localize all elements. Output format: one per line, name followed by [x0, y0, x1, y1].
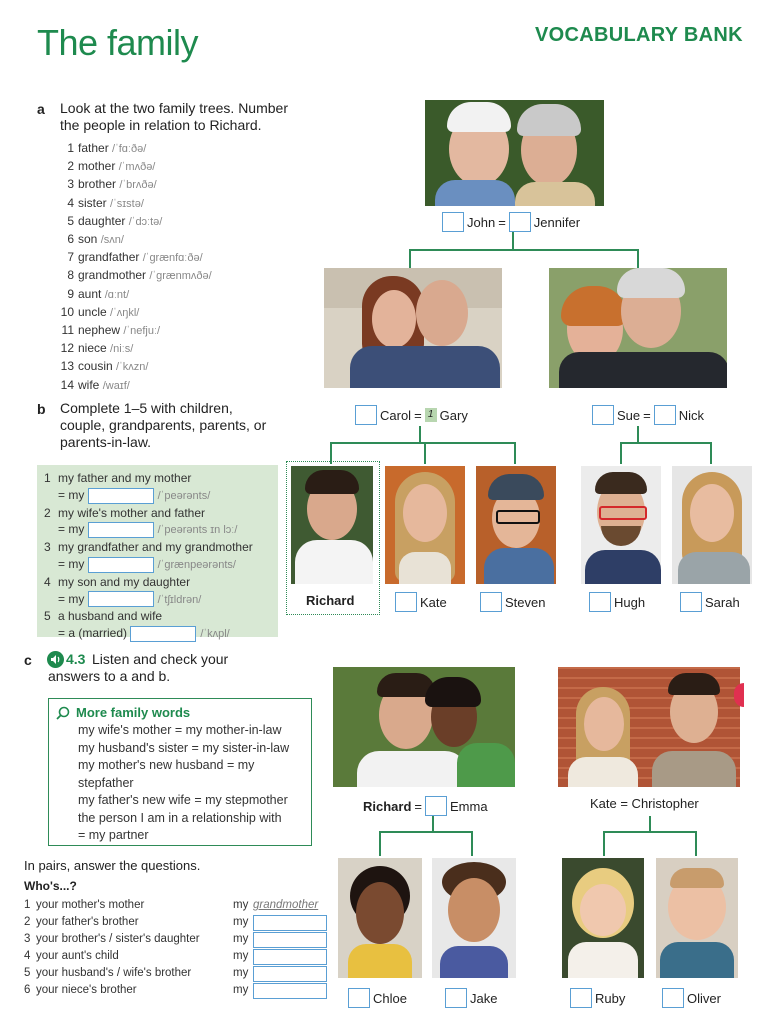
- word-term: father: [78, 141, 113, 155]
- word-pronunciation: /ˈnefjuː/: [123, 325, 161, 338]
- answer-input[interactable]: [253, 915, 327, 931]
- photo-john-jennifer: [425, 100, 604, 206]
- pairs-question: [24, 948, 334, 965]
- item-equals: = my: [58, 591, 88, 606]
- word-number: 12: [60, 341, 74, 356]
- word-list-item: [60, 213, 212, 231]
- audio-track: 4.3: [66, 651, 86, 667]
- word-number: 7: [67, 250, 74, 265]
- exercise-b-item: [44, 608, 253, 625]
- item-pronunciation: /ˈtʃɪldrən/: [157, 593, 202, 606]
- word-list-item: [60, 267, 212, 285]
- word-list-item: [60, 158, 212, 176]
- caption-steven: [480, 592, 545, 612]
- caption-kate: [395, 592, 447, 612]
- item-equals: = my: [58, 556, 88, 571]
- item-equals: = a (married): [58, 626, 131, 641]
- answer-box-carol[interactable]: [355, 405, 377, 425]
- word-pronunciation: /waɪf/: [102, 379, 130, 392]
- caption-carol-gary: [355, 405, 468, 425]
- word-term: wife: [78, 377, 103, 392]
- my-label: my: [233, 933, 249, 945]
- word-term: daughter: [78, 213, 129, 228]
- word-pronunciation: /ˈmʌðə/: [118, 161, 156, 174]
- word-pronunciation: /ˈsɪstə/: [110, 197, 144, 210]
- family-word-line: my father's new wife = my stepmother: [78, 793, 288, 807]
- word-number: 10: [60, 304, 74, 319]
- photo-hugh: [581, 466, 661, 584]
- name-jennifer: Jennifer: [533, 214, 581, 230]
- section-title: VOCABULARY BANK: [535, 24, 743, 46]
- word-pronunciation: /ˈɡrænmʌðə/: [149, 270, 212, 283]
- equals-sign: =: [498, 214, 506, 230]
- word-term: aunt: [78, 286, 105, 301]
- pairs-question-list: [24, 897, 334, 999]
- family-word-line: my mother's new husband = my: [78, 758, 255, 772]
- photo-jake: [432, 858, 516, 978]
- word-pronunciation: /ˈʌŋkl/: [110, 306, 140, 319]
- exercise-b-item: [44, 505, 253, 522]
- answer-box-hugh[interactable]: [589, 592, 611, 612]
- question-number: 5: [24, 967, 31, 979]
- word-term: cousin: [78, 359, 117, 374]
- caption-chloe: [348, 988, 407, 1008]
- item-number: 2: [44, 505, 51, 520]
- answer-box-steven[interactable]: [480, 592, 502, 612]
- word-list: [60, 140, 212, 395]
- name-richard-2: Richard: [363, 798, 412, 814]
- more-family-words-title: More family words: [76, 705, 191, 720]
- word-number: 9: [67, 286, 74, 301]
- caption-john-jennifer: [442, 212, 580, 232]
- question-text: your aunt's child: [36, 950, 119, 962]
- pairs-question: [24, 914, 334, 931]
- photo-kate: [385, 466, 465, 584]
- word-pronunciation: /ˈkʌzn/: [116, 361, 149, 374]
- word-number: 1: [67, 141, 74, 155]
- word-term: grandfather: [78, 250, 143, 265]
- name-steven: Steven: [505, 594, 546, 610]
- section-a-instruction: Look at the two family trees. Number the people in relation to Richard.: [60, 100, 288, 133]
- answer-box-chloe[interactable]: [348, 988, 370, 1008]
- item-prompt: my father and my mother: [58, 471, 192, 485]
- item-number: 5: [44, 609, 51, 624]
- caption-sarah: [680, 592, 740, 612]
- caption-hugh: [589, 592, 645, 612]
- question-number: 6: [24, 984, 31, 996]
- answer-input[interactable]: [130, 626, 196, 642]
- word-term: brother: [78, 177, 120, 192]
- my-label: my: [233, 950, 249, 962]
- word-term: grandmother: [78, 268, 150, 283]
- answer-box-sue[interactable]: [592, 405, 614, 425]
- question-text: your niece's brother: [36, 984, 137, 996]
- answer-box-emma[interactable]: [425, 796, 447, 816]
- item-pronunciation: /ˈɡrænpeərənts/: [157, 558, 236, 571]
- photo-richard: [291, 466, 373, 584]
- item-number: 4: [44, 574, 51, 589]
- word-number: 5: [67, 213, 74, 228]
- name-kate-christopher: Kate = Christopher: [590, 796, 699, 811]
- word-number: 11: [61, 323, 74, 338]
- answer-input[interactable]: [253, 932, 327, 948]
- word-list-item: [60, 249, 212, 267]
- item-prompt: my grandfather and my grandmother: [58, 540, 253, 555]
- family-word-line: stepfather: [78, 775, 134, 790]
- word-list-item: [60, 140, 212, 158]
- word-list-item: [60, 340, 212, 358]
- item-pronunciation: /ˈpeərənts/: [157, 489, 211, 502]
- word-list-item: [60, 304, 212, 322]
- exercise-b-item: [44, 574, 253, 591]
- word-term: uncle: [78, 304, 111, 319]
- equals-sign: =: [414, 798, 422, 814]
- page-title: The family: [37, 22, 199, 63]
- answer-input[interactable]: [253, 949, 327, 965]
- family-word-line: my husband's sister = my sister-in-law: [78, 740, 290, 755]
- name-carol: Carol: [380, 407, 412, 423]
- photo-carol-gary: [324, 268, 502, 388]
- equals-sign: =: [414, 407, 422, 423]
- photo-oliver: [656, 858, 738, 978]
- item-number: 1: [44, 471, 51, 485]
- item-equals: = my: [58, 522, 88, 537]
- name-richard: Richard: [306, 593, 355, 608]
- whos-label: Who's...?: [24, 879, 77, 893]
- section-a-letter: a: [37, 101, 45, 117]
- answer-box-jake[interactable]: [445, 988, 467, 1008]
- photo-sarah: [672, 466, 752, 584]
- item-pronunciation: /ˈpeərənts ɪn lɔː/: [157, 524, 238, 537]
- word-number: 4: [67, 195, 74, 210]
- my-label: my: [233, 899, 249, 911]
- word-term: sister: [78, 195, 111, 210]
- word-list-item: [60, 358, 212, 376]
- exercise-b-item: [44, 470, 253, 487]
- word-number: 13: [60, 359, 74, 374]
- equals-sign: =: [643, 407, 651, 423]
- photo-steven: [476, 466, 556, 584]
- section-c-letter: c: [24, 652, 32, 668]
- answer-input[interactable]: [88, 488, 154, 504]
- example-answer: grandmother: [253, 899, 319, 911]
- photo-richard-emma: [333, 667, 515, 787]
- question-number: 1: [24, 899, 31, 911]
- my-label: my: [233, 967, 249, 979]
- word-number: 3: [67, 177, 74, 192]
- name-jake: Jake: [470, 990, 498, 1006]
- word-term: nephew: [78, 323, 124, 338]
- word-number: 14: [60, 377, 74, 392]
- question-text: your father's brother: [36, 916, 139, 928]
- answer-input[interactable]: [253, 983, 327, 999]
- caption-oliver: [662, 988, 721, 1008]
- answer-gary-number: 1: [425, 408, 437, 422]
- family-word-line: = my partner: [78, 828, 149, 842]
- pairs-question: [24, 965, 334, 982]
- answer-box-sarah[interactable]: [680, 592, 702, 612]
- word-pronunciation: /ɑːnt/: [104, 288, 130, 301]
- item-prompt: a husband and wife: [58, 609, 163, 624]
- magnifier-icon: [56, 706, 70, 725]
- my-label: my: [233, 984, 249, 996]
- family-word-line: my wife's mother = my mother-in-law: [78, 723, 282, 737]
- caption-richard-emma: [363, 796, 488, 816]
- name-gary: Gary: [439, 407, 468, 423]
- name-ruby: Ruby: [595, 990, 626, 1006]
- word-number: 8: [67, 268, 74, 283]
- name-emma: Emma: [450, 798, 488, 814]
- word-pronunciation: /ˈfɑːðə/: [112, 143, 147, 155]
- caption-ruby: [570, 988, 625, 1008]
- caption-sue-nick: [592, 405, 704, 425]
- question-text: your husband's / wife's brother: [36, 967, 192, 979]
- pairs-question: [24, 931, 334, 948]
- more-family-words-lines: [78, 722, 289, 845]
- question-text: your brother's / sister's daughter: [36, 933, 200, 945]
- photo-ruby: [562, 858, 644, 978]
- item-number: 3: [44, 540, 51, 555]
- answer-input[interactable]: [88, 591, 154, 607]
- answer-box-jennifer[interactable]: [509, 212, 531, 232]
- page-tab-marker: [734, 683, 744, 707]
- exercise-b-item: [44, 539, 253, 556]
- name-chloe: Chloe: [373, 990, 407, 1006]
- word-list-item: [60, 377, 212, 395]
- answer-box-oliver[interactable]: [662, 988, 684, 1008]
- word-pronunciation: /ˈɡrænfɑːðə/: [142, 252, 203, 265]
- answer-box-ruby[interactable]: [570, 988, 592, 1008]
- item-prompt: my son and my daughter: [58, 574, 191, 589]
- name-sarah: Sarah: [705, 594, 740, 610]
- question-number: 3: [24, 933, 31, 945]
- word-list-item: [60, 322, 212, 340]
- photo-kate-christopher: [558, 667, 740, 787]
- answer-box-kate[interactable]: [395, 592, 417, 612]
- my-label: my: [233, 916, 249, 928]
- word-list-item: [60, 195, 212, 213]
- answer-input[interactable]: [88, 522, 154, 538]
- section-b-instruction: Complete 1–5 with children, couple, grandparents, parents, or parents-in-law.: [60, 400, 267, 450]
- word-number: 2: [67, 159, 74, 174]
- answer-box-nick[interactable]: [654, 405, 676, 425]
- question-number: 2: [24, 916, 31, 928]
- word-pronunciation: /ˈdɔːtə/: [128, 215, 163, 228]
- section-b-letter: b: [37, 401, 46, 417]
- answer-input[interactable]: [88, 557, 154, 573]
- item-pronunciation: /ˈkʌpl/: [200, 628, 230, 641]
- pairs-question: [24, 897, 334, 914]
- word-pronunciation: /niːs/: [110, 343, 134, 356]
- photo-chloe: [338, 858, 422, 978]
- exercise-b-list: [44, 470, 253, 643]
- item-equals: = my: [58, 487, 88, 502]
- word-pronunciation: /ˈbrʌðə/: [119, 179, 157, 192]
- name-hugh: Hugh: [614, 594, 646, 610]
- word-term: son: [78, 232, 101, 247]
- name-oliver: Oliver: [687, 990, 721, 1006]
- question-number: 4: [24, 950, 31, 962]
- name-john: John: [467, 214, 496, 230]
- question-text: your mother's mother: [36, 899, 145, 911]
- name-kate: Kate: [420, 594, 447, 610]
- word-list-item: [60, 176, 212, 194]
- word-term: mother: [78, 159, 119, 174]
- answer-input[interactable]: [253, 966, 327, 982]
- name-sue: Sue: [617, 407, 641, 423]
- section-c-instruction: Listen and check your answers to a and b.: [48, 651, 229, 684]
- word-list-item: [60, 231, 212, 249]
- pairs-instruction: In pairs, answer the questions.: [24, 858, 201, 873]
- answer-box-john[interactable]: [442, 212, 464, 232]
- word-list-item: [60, 286, 212, 304]
- word-number: 6: [67, 232, 74, 247]
- photo-sue-nick: [549, 268, 727, 388]
- family-word-line: the person I am in a relationship with: [78, 810, 282, 825]
- caption-jake: [445, 988, 497, 1008]
- name-nick: Nick: [678, 407, 705, 423]
- word-term: niece: [78, 341, 111, 356]
- item-prompt: my wife's mother and father: [58, 505, 206, 520]
- pairs-question: [24, 982, 334, 999]
- word-pronunciation: /sʌn/: [100, 234, 124, 247]
